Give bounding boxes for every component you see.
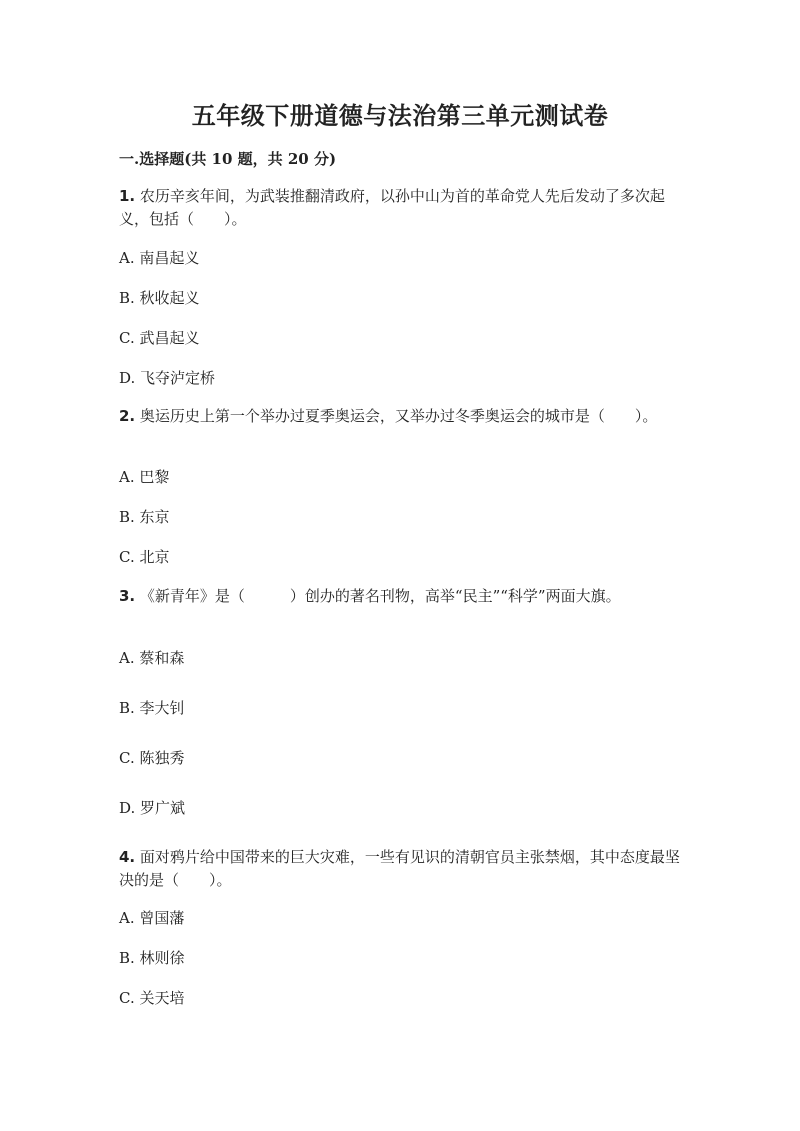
question-3 [119, 585, 689, 608]
page-title: 五年级下册道德与法治第三单元测试卷 [191, 101, 609, 130]
question-number: 4. [119, 848, 136, 866]
question-text: 面对鸦片给中国带来的巨大灾难，一些有见识的清朝官员主张禁烟，其中态度最坚决的是（ ）。 [119, 848, 680, 889]
section-heading: 一.选择题(共 10 题，共 20 分) [119, 150, 337, 168]
option-2a: A. 巴黎 [119, 468, 170, 486]
option-4a: A. 曾国藩 [119, 909, 185, 927]
option-1c: C. 武昌起义 [119, 329, 200, 347]
option-3d: D. 罗广斌 [119, 799, 186, 817]
option-2c: C. 北京 [119, 548, 170, 566]
question-number: 3. [119, 587, 136, 605]
question-2 [119, 405, 689, 428]
question-number: 1. [119, 187, 136, 205]
question-1 [119, 185, 689, 231]
question-text: 《新青年》是（ ）创办的著名刊物，高举“民主”“科学”两面大旗。 [139, 587, 621, 605]
question-text: 农历辛亥年间，为武装推翻清政府，以孙中山为首的革命党人先后发动了多次起义，包括（ ）。 [119, 187, 665, 228]
option-3b: B. 李大钊 [119, 699, 185, 717]
option-2b: B. 东京 [119, 508, 170, 526]
option-1d: D. 飞夺泸定桥 [119, 369, 216, 387]
option-4b: B. 林则徐 [119, 949, 185, 967]
question-4 [119, 846, 689, 892]
option-3a: A. 蔡和森 [119, 649, 185, 667]
option-4c: C. 关天培 [119, 989, 185, 1007]
option-1b: B. 秋收起义 [119, 289, 200, 307]
option-1a: A. 南昌起义 [119, 249, 200, 267]
question-number: 2. [119, 407, 136, 425]
question-text: 奥运历史上第一个举办过夏季奥运会，又举办过冬季奥运会的城市是（ ）。 [139, 407, 658, 425]
option-3c: C. 陈独秀 [119, 749, 185, 767]
